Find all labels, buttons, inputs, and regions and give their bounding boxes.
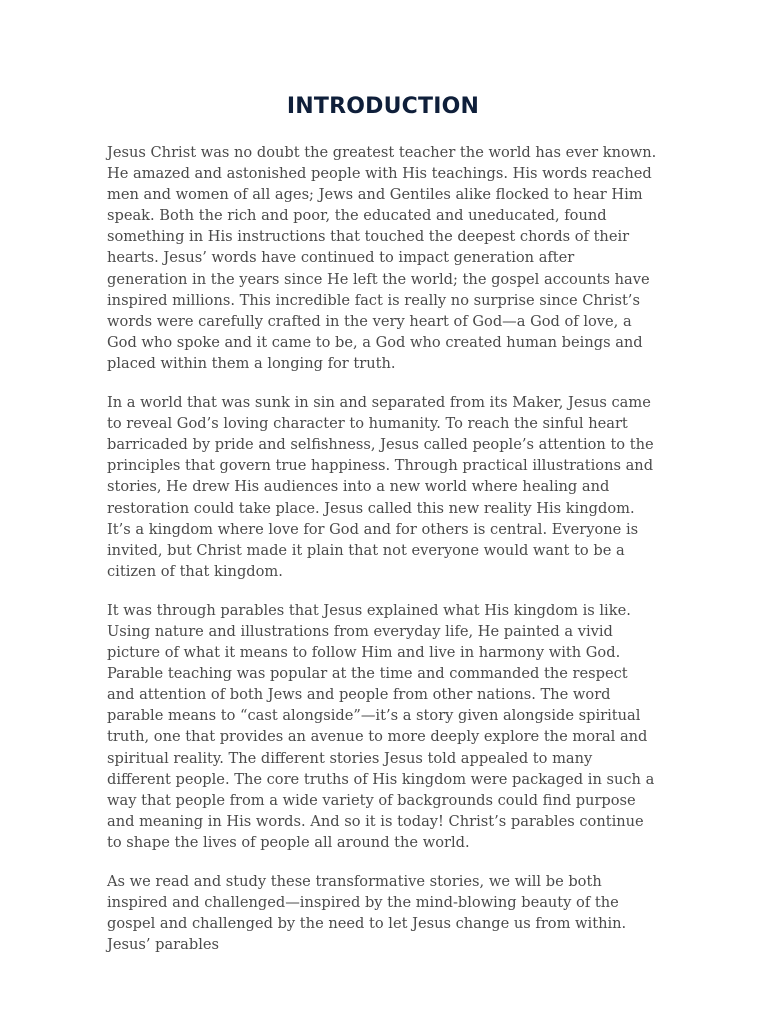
paragraph-1: Jesus Christ was no doubt the greatest teacher the world has ever known. He amazed and astonished people with His teachings. His words reached men and women of all ages; Jews and Gentiles alike flocked to hear Him speak. Both the rich and poor, the educated and uneducated, found something in His instructions that touched the deepest chords of their hearts. Jesus’ words have continued to impact generation after generation in the years since He left the world; the gospel accounts have inspired millions. This incredible fact is really no surprise since Christ’s words were carefully crafted in the very heart of God—a God of love, a God who spoke and it came to be, a God who created human beings and placed within them a longing for truth. bbox=[107, 144, 657, 372]
page-title: INTRODUCTION bbox=[286, 94, 480, 119]
paragraph-2: In a world that was sunk in sin and separated from its Maker, Jesus came to reveal God’s loving character to humanity. To reach the sinful heart barricaded by pride and selfishness, Jesus called people’s attention to the principles that govern true happiness. Through practical illustrations and stories, He drew His audiences into a new world where healing and restoration could take place. Jesus called this new reality His kingdom. It’s a kingdom where love for God and for others is central. Everyone is invited, but Christ made it plain that not everyone would want to be a citizen of that kingdom. bbox=[107, 394, 654, 580]
paragraph-3: It was through parables that Jesus explained what His kingdom is like. Using nature and illustrations from everyday life, He painted a vivid picture of what it means to follow Him and live in harmony with God. Parable teaching was popular at the time and commanded the respect and attention of both Jews and people from other nations. The word parable means to “cast alongside”—it’s a story given alongside spiritual truth, one that provides an avenue to more deeply explore the moral and spiritual reality. The different stories Jesus told appealed to many different people. The core truths of His kingdom were packaged in such a way that people from a wide variety of backgrounds could find purpose and meaning in His words. And so it is today! Christ’s parables continue to shape the lives of people all around the world. bbox=[107, 601, 655, 851]
document-page bbox=[107, 0, 659, 955]
paragraph-4: As we read and study these transformative stories, we will be both inspired and challenged—inspired by the mind-blowing beauty of the gospel and challenged by the need to let Jesus change us from within. Jesus’ parables bbox=[107, 873, 627, 954]
